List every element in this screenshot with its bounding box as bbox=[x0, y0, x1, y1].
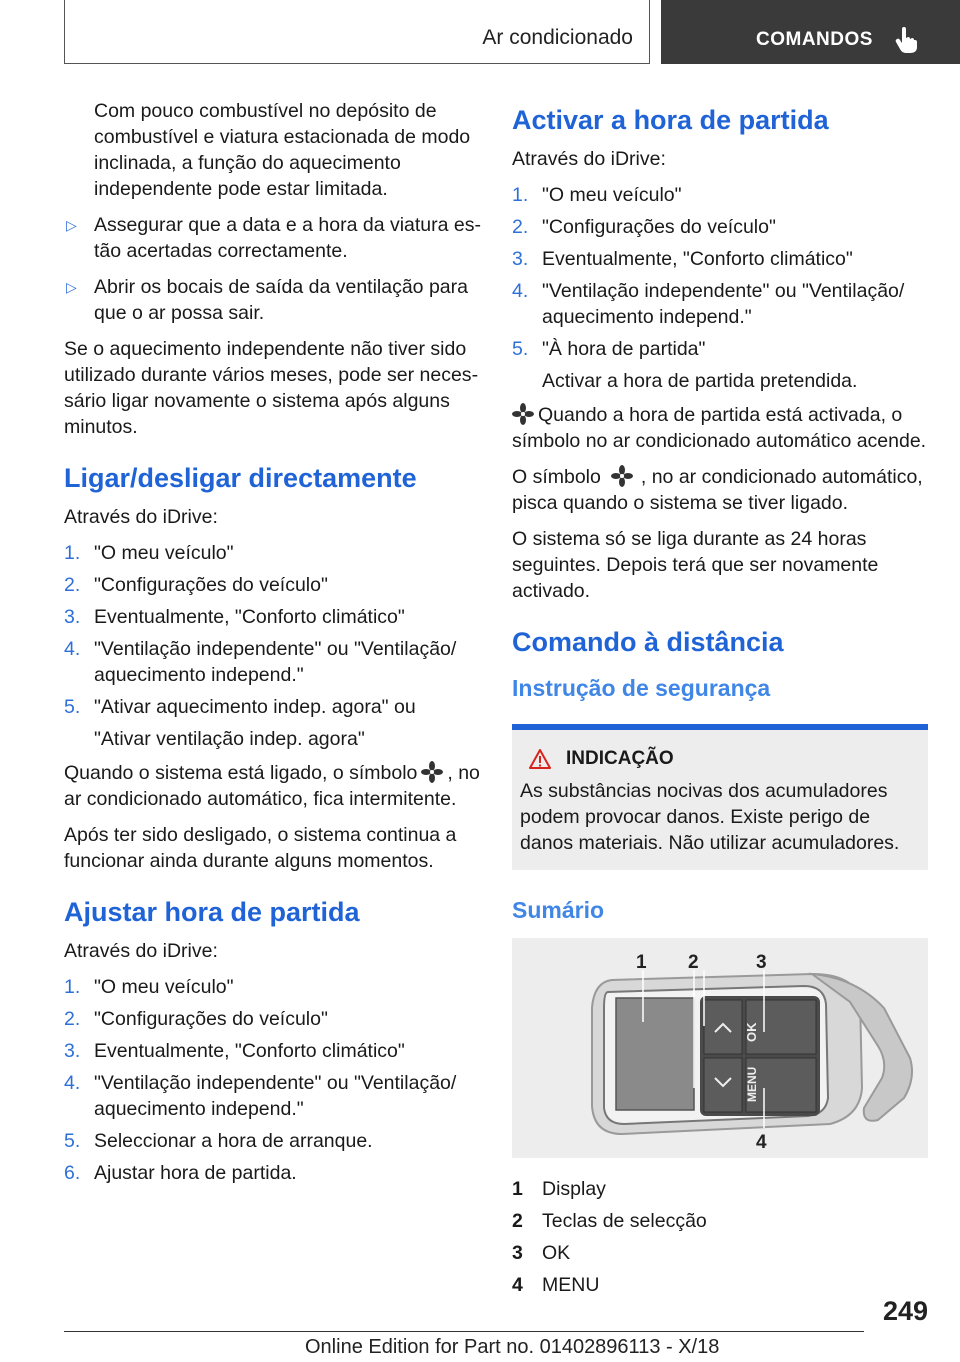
list-item: 1 Display bbox=[512, 1178, 606, 1200]
heading-comando-distancia: Comando à distância bbox=[512, 627, 784, 657]
header-chapter-tab[interactable] bbox=[661, 0, 960, 64]
paragraph-symbol: O símbolo , no ar condicionado automático, pisca quando o sistema se tiver ligado. bbox=[512, 466, 923, 514]
list-item: 2 Teclas de selecção bbox=[512, 1210, 707, 1232]
step-subtext: Activar a hora de partida pretendida. bbox=[542, 370, 858, 392]
lead-text: Através do iDrive: bbox=[64, 506, 218, 528]
list-item: 4. "Ventilação independente" ou "Ventilação/ aquecimento independ." bbox=[512, 280, 905, 328]
list-item: 3. Eventualmente, "Conforto climático" bbox=[64, 606, 405, 628]
list-item: 3. Eventualmente, "Conforto climático" bbox=[64, 1040, 405, 1062]
paragraph: O sistema só se liga durante as 24 horas seguintes. Depois terá que ser novamente activado. bbox=[512, 528, 879, 602]
list-item: 3. Eventualmente, "Conforto climático" bbox=[512, 248, 853, 270]
paragraph: Se o aquecimento independente não tiver sido utilizado durante vários meses, pode ser necessário ligar novamente o sistema após alguns minutos. bbox=[64, 338, 479, 438]
fan-symbol-icon bbox=[421, 761, 443, 783]
step-subtext: "Ativar ventilação indep. agora" bbox=[94, 728, 365, 750]
notice-box bbox=[512, 724, 928, 870]
page-number: 249 bbox=[882, 1296, 928, 1326]
bullet-text: Abrir os bocais de saída da ventilação para que o ar possa sair. bbox=[94, 276, 468, 324]
left-column bbox=[64, 98, 482, 1194]
remote-key-figure bbox=[512, 938, 928, 1158]
list-item: 3 OK bbox=[512, 1242, 571, 1264]
footer-divider bbox=[64, 1331, 864, 1332]
subheading-instrucao-seguranca: Instrução de segurança bbox=[512, 675, 771, 701]
list-item: 1. "O meu veículo" bbox=[64, 542, 234, 564]
list-item: 4. "Ventilação independente" ou "Ventilação/ aquecimento independ." bbox=[64, 638, 457, 686]
header-chapter-label: COMANDOS bbox=[756, 29, 873, 50]
figure-legend bbox=[512, 1176, 928, 1298]
fan-symbol-icon bbox=[611, 465, 633, 487]
triangle-bullet-icon: ▷ bbox=[66, 279, 77, 295]
heading-activar-hora: Activar a hora de partida bbox=[512, 105, 829, 135]
list-item: 5. "À hora de partida" Activar a hora de partida pretendida. bbox=[512, 336, 928, 394]
callout-3: 3 bbox=[756, 952, 767, 973]
bullet-item bbox=[64, 274, 482, 326]
header-section-box bbox=[64, 0, 650, 64]
list-item: 5. "Ativar aquecimento indep. agora" ou "Ativar ventilação indep. agora" bbox=[64, 694, 482, 752]
subheading-sumario: Sumário bbox=[512, 897, 605, 923]
list-item: 1. "O meu veículo" bbox=[64, 976, 234, 998]
list-item: 4. "Ventilação independente" ou "Ventilação/ aquecimento independ." bbox=[64, 1072, 457, 1120]
footer-edition: Online Edition for Part no. 01402896113 - X/18 bbox=[305, 1336, 720, 1358]
steps-list-ligar bbox=[64, 540, 482, 752]
callout-2: 2 bbox=[688, 952, 699, 973]
list-item: 1. "O meu veículo" bbox=[512, 184, 682, 206]
key-menu-label: MENU bbox=[745, 1066, 759, 1102]
paragraph: Após ter sido desligado, o sistema continua a funcionar ainda durante alguns momentos. bbox=[64, 824, 457, 872]
heading-ajustar-hora: Ajustar hora de partida bbox=[64, 897, 360, 927]
callout-4: 4 bbox=[756, 1132, 767, 1153]
warning-triangle-icon bbox=[528, 748, 552, 770]
callout-1: 1 bbox=[636, 952, 647, 973]
hand-pointer-icon bbox=[895, 27, 917, 53]
key-ok-label: OK bbox=[744, 1022, 759, 1042]
bullet-text: Assegurar que a data e a hora da viatura estão acertadas correctamente. bbox=[94, 214, 481, 262]
bullet-item bbox=[64, 212, 482, 264]
list-item: 4 MENU bbox=[512, 1274, 600, 1296]
notice-heading bbox=[520, 746, 920, 772]
heading-ligar-desligar: Ligar/desligar directamente bbox=[64, 463, 417, 493]
list-item: 5. Seleccionar a hora de arranque. bbox=[64, 1130, 373, 1152]
fan-symbol-icon bbox=[512, 403, 534, 425]
paragraph-symbol: Quando o sistema está ligado, o símbolo , no ar condicionado automático, fica intermitente. bbox=[64, 762, 480, 810]
steps-list-activar bbox=[512, 182, 928, 394]
notice-title: INDICAÇÃO bbox=[566, 748, 674, 769]
lead-text: Através do iDrive: bbox=[64, 940, 218, 962]
list-item: 2. "Configurações do veículo" bbox=[512, 216, 776, 238]
remote-key-illustration bbox=[512, 938, 928, 1158]
notice-text: As substâncias nocivas dos acumuladores podem provocar danos. Existe perigo de danos materiais. Não utilizar acumuladores. bbox=[520, 780, 900, 854]
steps-list-ajustar bbox=[64, 974, 482, 1186]
lead-text: Através do iDrive: bbox=[512, 148, 666, 170]
list-item: 2. "Configurações do veículo" bbox=[64, 1008, 328, 1030]
paragraph-symbol: Quando a hora de partida está activada, o símbolo no ar condicionado automático acende. bbox=[512, 404, 927, 452]
list-item: 2. "Configurações do veículo" bbox=[64, 574, 328, 596]
header-section-title: Ar condicionado bbox=[482, 26, 633, 49]
list-item: 6. Ajustar hora de partida. bbox=[64, 1162, 297, 1184]
right-column bbox=[512, 98, 928, 1304]
triangle-bullet-icon: ▷ bbox=[66, 217, 77, 233]
intro-continuation: Com pouco combustível no depósito de combustível e viatura estacionada de modo inclinada, a função do aquecimento independente pode estar limitada. bbox=[94, 100, 471, 200]
